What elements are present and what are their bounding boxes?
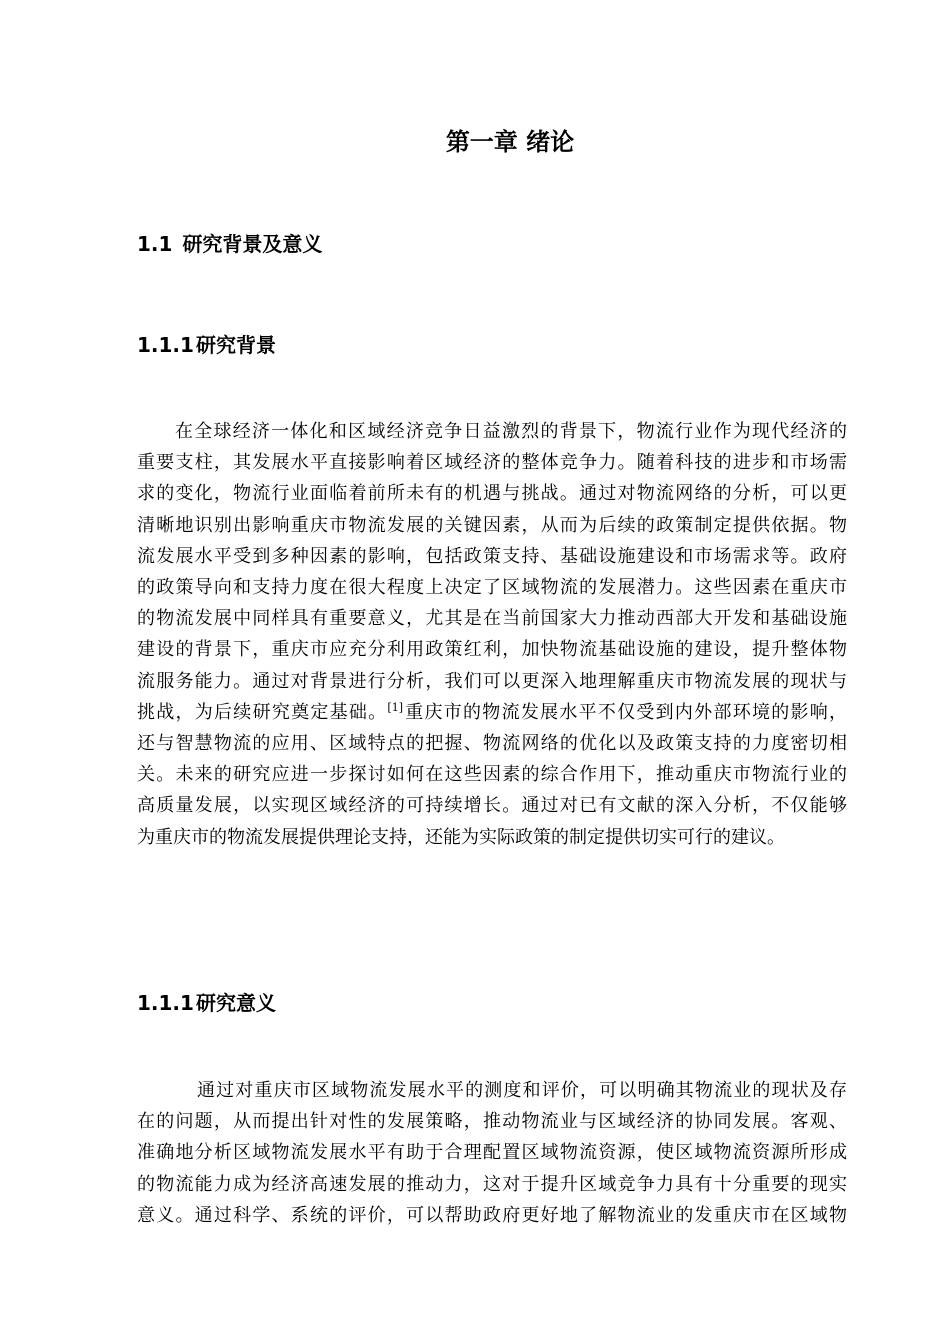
paragraph-line: 意义。通过科学、系统的评价，可以帮助政府更好地了解物流业的发重庆市在区域物	[137, 1204, 847, 1226]
paragraph-line: 为重庆市的物流发展提供理论支持，还能为实际政策的制定提供切实可行的建议。	[137, 826, 785, 848]
paragraph-line: 建设的背景下，重庆市应充分利用政策红利，加快物流基础设施的建设，提升整体物	[137, 639, 847, 661]
line-text: 重庆市的物流发展水平不仅受到内外部环境的影响，	[404, 701, 848, 723]
paragraph-line: 通过对重庆市区域物流发展水平的测度和评价，可以明确其物流业的现状及存	[197, 1080, 847, 1101]
paragraph-line: 还与智慧物流的应用、区域特点的把握、物流网络的优化以及政策支持的力度密切相	[137, 733, 847, 755]
subsection-heading-significance	[137, 988, 276, 1018]
subsection-number: 1.1.1	[137, 333, 194, 357]
line-text: 挑战，为后续研究奠定基础。	[137, 701, 388, 723]
citation-marker[interactable]: [1]	[387, 700, 403, 714]
subsection-number: 1.1.1	[137, 991, 194, 1015]
paragraph-line: 重要支柱，其发展水平直接影响着区域经济的整体竞争力。随着科技的进步和市场需	[137, 452, 847, 474]
paragraph-line: 高质量发展，以实现区域经济的可持续增长。通过对已有文献的深入分析，不仅能够	[137, 795, 847, 817]
paragraph-line: 流服务能力。通过对背景进行分析，我们可以更深入地理解重庆市物流发展的现状与	[137, 670, 847, 692]
paragraph-line: 在的问题，从而提出针对性的发展策略，推动物流业与区域经济的协同发展。客观、	[137, 1111, 847, 1133]
paragraph-line-with-citation	[137, 697, 847, 728]
background-paragraph	[137, 416, 847, 853]
paragraph-line: 关。未来的研究应进一步探讨如何在这些因素的综合作用下，推动重庆市物流行业的	[137, 764, 847, 786]
paragraph-line: 的物流能力成为经济高速发展的推动力，这对于提升区域竞争力具有十分重要的现实	[137, 1173, 847, 1195]
section-heading-1-1	[137, 229, 322, 259]
subsection-title: 研究背景	[195, 333, 276, 357]
significance-paragraph	[137, 1075, 847, 1231]
section-title: 研究背景及意义	[182, 232, 323, 256]
paragraph-line: 求的变化，物流行业面临着前所未有的机遇与挑战。通过对物流网络的分析，可以更	[137, 483, 847, 505]
paragraph-line: 准确地分析区域物流发展水平有助于合理配置区域物流资源，使区域物流资源所形成	[137, 1142, 847, 1164]
paragraph-line: 清晰地识别出影响重庆市物流发展的关键因素，从而为后续的政策制定提供依据。物	[137, 514, 847, 536]
paragraph-line: 的物流发展中同样具有重要意义，尤其是在当前国家大力推动西部大开发和基础设施	[137, 608, 847, 630]
chapter-title: 第一章 绪论	[445, 128, 575, 156]
paragraph-line: 流发展水平受到多种因素的影响，包括政策支持、基础设施建设和市场需求等。政府	[137, 545, 847, 567]
paragraph-line: 在全球经济一体化和区域经济竞争日益激烈的背景下，物流行业作为现代经济的	[175, 421, 847, 442]
subsection-heading-background	[137, 330, 276, 360]
subsection-title: 研究意义	[195, 991, 276, 1015]
paragraph-line: 的政策导向和支持力度在很大程度上决定了区域物流的发展潜力。这些因素在重庆市	[137, 577, 847, 599]
section-number: 1.1	[137, 232, 173, 256]
